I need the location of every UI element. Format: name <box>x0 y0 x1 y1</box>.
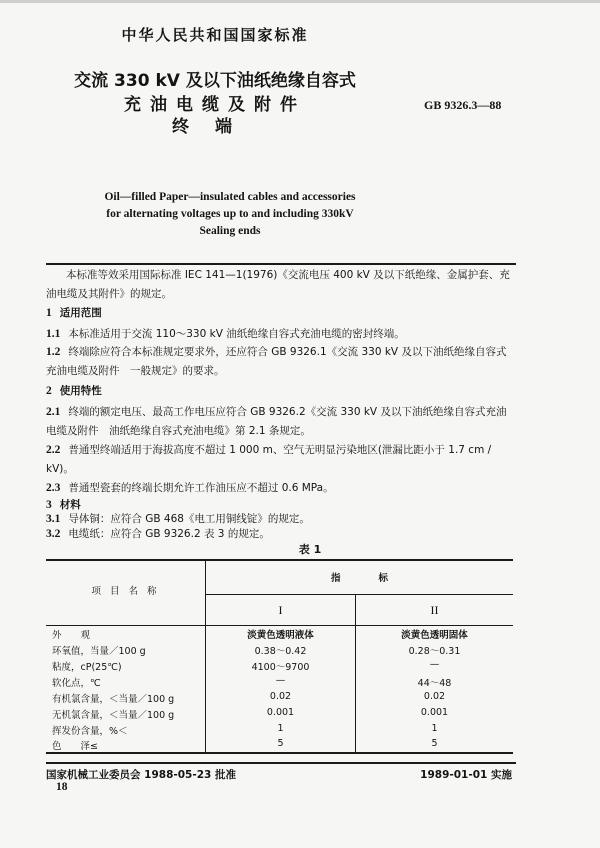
effective-date: 1989-01-01 实施 <box>420 769 512 781</box>
table-header-item-name: 项 目 名 称 <box>91 586 160 597</box>
english-title-line-1: Oil—filled Paper—insulated cables and accessories <box>104 191 356 203</box>
clause-text: 终端除应符合本标准规定要求外，还应符合 GB 9326.1《交流 330 kV 及以下油纸绝缘自容式充油电缆及附件 一般规定》的要求。 <box>46 346 507 377</box>
row-item: 软化点，℃ <box>52 678 101 689</box>
clause-number: 3.1 <box>46 513 61 525</box>
row-value-i: 0.001 <box>266 707 295 718</box>
row-value-i: 0.02 <box>269 691 292 702</box>
clause-number: 2.2 <box>46 444 61 456</box>
clause-number: 2.3 <box>46 482 61 494</box>
english-title-line-3: Sealing ends <box>199 225 261 237</box>
clause-number: 1.1 <box>46 328 61 340</box>
row-item: 有机氯含量，＜当量／100 g <box>52 694 175 705</box>
table-bottom-border <box>46 752 513 754</box>
section-number: 2 <box>46 385 52 397</box>
clause-1-1 <box>46 325 512 344</box>
clause-text: 普通型瓷套的终端长期允许工作油压应不超过 0.6 MPa。 <box>68 482 334 494</box>
clause-2-3 <box>46 479 512 498</box>
table-header-bottom-border <box>46 625 513 626</box>
clause-number: 2.1 <box>46 406 61 418</box>
clause-2-2 <box>46 441 512 479</box>
row-value-i: 0.38～0.42 <box>254 646 307 657</box>
scan-edge <box>0 0 600 3</box>
table-caption: 表 1 <box>298 543 322 556</box>
title-line-3: 终端 <box>172 117 258 137</box>
english-title-line-2: for alternating voltages up to and including 330kV <box>106 208 354 220</box>
row-item: 无机氯含量，＜当量／100 g <box>52 710 175 721</box>
title-line-1: 交流 330 kV 及以下油纸绝缘自容式 <box>74 71 356 91</box>
row-item: 粘度，cP(25℃) <box>52 662 122 673</box>
section-title: 材料 <box>59 499 81 511</box>
row-value-ii: 淡黄色透明固体 <box>401 630 468 641</box>
approval-info: 国家机械工业委员会 1988-05-23 批准 <box>46 769 236 781</box>
section-title: 使用特性 <box>59 385 102 397</box>
row-value-i: 4100～9700 <box>251 662 310 673</box>
row-value-ii: 0.28～0.31 <box>408 646 461 657</box>
row-value-i: — <box>275 675 286 686</box>
row-item: 色 泽≤ <box>52 741 98 752</box>
table-top-border <box>46 559 513 561</box>
table-header-mid-border <box>205 594 513 595</box>
table-header-col-2: II <box>430 603 439 617</box>
table-header-col-1: I <box>278 603 283 617</box>
standard-number: GB 9326.3—88 <box>424 98 502 112</box>
row-item: 挥发份含量，%＜ <box>52 726 128 737</box>
clause-text: 普通型终端适用于海拔高度不超过 1 000 m、空气无明显污染地区(泄漏比距小于 1.7 cm / kV)。 <box>46 444 492 475</box>
intro-paragraph: 本标准等效采用国际标准 IEC 141—1(1976)《交流电压 400 kV 及以下纸绝缘、金属护套、充油电缆及其附件》的规定。 <box>46 269 510 300</box>
clause-text: 终端的额定电压、最高工作电压应符合 GB 9326.2《交流 330 kV 及以下油纸绝缘自容式充油电缆及附件 油纸绝缘自容式充油电缆》第 2.1 条规定。 <box>46 406 507 437</box>
footer-divider <box>46 762 516 764</box>
section-title: 适用范围 <box>59 307 102 319</box>
clause-text: 导体铜：应符合 GB 468《电工用铜线锭》的规定。 <box>68 513 310 525</box>
row-value-ii: 0.02 <box>423 691 446 702</box>
row-value-ii: 5 <box>431 738 438 749</box>
clause-text: 本标准适用于交流 110～330 kV 油纸绝缘自容式充油电缆的密封终端。 <box>68 328 405 340</box>
row-value-i: 5 <box>277 738 284 749</box>
clause-text: 电缆纸：应符合 GB 9326.2 表 3 的规定。 <box>68 528 270 540</box>
title-line-2: 充油电缆及附件 <box>124 95 306 115</box>
row-item: 环氧值，当量／100 g <box>52 646 146 657</box>
clause-2-1 <box>46 403 512 441</box>
section-1-heading <box>46 305 102 320</box>
page-number: 18 <box>56 781 68 793</box>
clause-1-2 <box>46 343 512 381</box>
row-item: 外 观 <box>52 630 91 641</box>
row-value-ii: 44～48 <box>417 678 452 689</box>
clause-number: 1.2 <box>46 346 61 358</box>
clause-number: 3.2 <box>46 528 61 540</box>
section-2-heading <box>46 383 102 398</box>
section-number: 3 <box>46 499 52 511</box>
row-value-i: 1 <box>277 723 284 734</box>
row-value-i: 淡黄色透明液体 <box>247 630 314 641</box>
row-value-ii: 0.001 <box>420 707 449 718</box>
row-value-ii: — <box>429 659 440 670</box>
table-header-group: 指 标 <box>330 573 388 584</box>
section-number: 1 <box>46 307 52 319</box>
row-value-ii: 1 <box>431 723 438 734</box>
national-standard-heading: 中华人民共和国国家标准 <box>121 26 309 44</box>
header-divider <box>46 263 516 265</box>
